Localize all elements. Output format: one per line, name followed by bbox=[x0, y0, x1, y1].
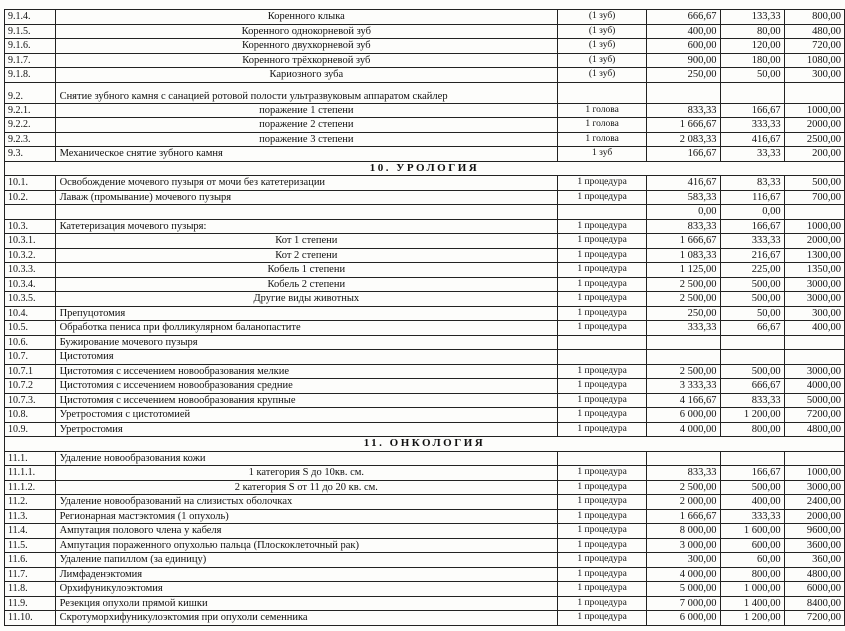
price-total-cell: 2000,00 bbox=[784, 118, 844, 133]
vat-amount-cell: 333,33 bbox=[720, 118, 784, 133]
vat-amount-cell: 500,00 bbox=[720, 277, 784, 292]
unit-cell: 1 процедура bbox=[558, 422, 647, 437]
item-code-cell: 10.3.3. bbox=[5, 263, 56, 278]
table-row bbox=[5, 82, 845, 103]
item-code-cell: 10.5. bbox=[5, 321, 56, 336]
table-row bbox=[5, 219, 845, 234]
price-without-vat-cell: 666,67 bbox=[647, 10, 720, 25]
price-total-cell: 300,00 bbox=[784, 68, 844, 83]
service-name-cell: Орхифуникулоэктомия bbox=[55, 582, 558, 597]
unit-cell bbox=[558, 82, 647, 103]
item-code-cell: 10.3.5. bbox=[5, 292, 56, 307]
vat-amount-cell: 416,67 bbox=[720, 132, 784, 147]
unit-cell: 1 зуб bbox=[558, 147, 647, 162]
item-code-cell: 11.5. bbox=[5, 538, 56, 553]
table-row bbox=[5, 509, 845, 524]
price-without-vat-cell: 7 000,00 bbox=[647, 596, 720, 611]
price-without-vat-cell: 1 666,67 bbox=[647, 118, 720, 133]
unit-cell: 1 процедура bbox=[558, 190, 647, 205]
service-name-cell: Лимфаденэктомия bbox=[55, 567, 558, 582]
vat-amount-cell: 333,33 bbox=[720, 509, 784, 524]
service-name-cell: Снятие зубного камня с санацией ротовой полости ультразвуковым аппаратом скайлер bbox=[55, 82, 558, 103]
price-total-cell: 1000,00 bbox=[784, 219, 844, 234]
price-total-cell: 1000,00 bbox=[784, 466, 844, 481]
item-code-cell: 9.2.2. bbox=[5, 118, 56, 133]
service-name-cell: Кот 1 степени bbox=[55, 234, 558, 249]
unit-cell: 1 процедура bbox=[558, 292, 647, 307]
price-total-cell: 480,00 bbox=[784, 24, 844, 39]
unit-cell: 1 процедура bbox=[558, 321, 647, 336]
price-total-cell: 8400,00 bbox=[784, 596, 844, 611]
price-total-cell: 5000,00 bbox=[784, 393, 844, 408]
vat-amount-cell: 333,33 bbox=[720, 234, 784, 249]
item-code-cell: 9.1.5. bbox=[5, 24, 56, 39]
service-name-cell: Удаление папиллом (за единицу) bbox=[55, 553, 558, 568]
unit-cell: 1 процедура bbox=[558, 277, 647, 292]
price-total-cell: 200,00 bbox=[784, 147, 844, 162]
service-name-cell: Препуцотомия bbox=[55, 306, 558, 321]
item-code-cell: 10.7.1 bbox=[5, 364, 56, 379]
unit-cell: 1 процедура bbox=[558, 248, 647, 263]
item-code-cell: 10.6. bbox=[5, 335, 56, 350]
price-total-cell: 2400,00 bbox=[784, 495, 844, 510]
unit-cell: 1 процедура bbox=[558, 466, 647, 481]
vat-amount-cell: 1 200,00 bbox=[720, 408, 784, 423]
table-row bbox=[5, 350, 845, 365]
vat-amount-cell: 0,00 bbox=[720, 205, 784, 220]
unit-cell: 1 процедура bbox=[558, 524, 647, 539]
table-row bbox=[5, 451, 845, 466]
item-code-cell: 9.3. bbox=[5, 147, 56, 162]
price-total-cell: 6000,00 bbox=[784, 582, 844, 597]
price-total-cell: 7200,00 bbox=[784, 408, 844, 423]
price-without-vat-cell bbox=[647, 335, 720, 350]
price-without-vat-cell: 2 000,00 bbox=[647, 495, 720, 510]
item-code-cell bbox=[5, 205, 56, 220]
service-name-cell: Коренного трёхкорневой зуб bbox=[55, 53, 558, 68]
service-name-cell: Цистотомия с иссечением новообразования средние bbox=[55, 379, 558, 394]
price-without-vat-cell: 2 083,33 bbox=[647, 132, 720, 147]
service-name-cell: Резекция опухоли прямой кишки bbox=[55, 596, 558, 611]
price-total-cell: 1000,00 bbox=[784, 103, 844, 118]
vat-amount-cell: 180,00 bbox=[720, 53, 784, 68]
table-row bbox=[5, 147, 845, 162]
item-code-cell: 9.1.6. bbox=[5, 39, 56, 54]
unit-cell: 1 процедура bbox=[558, 495, 647, 510]
table-row bbox=[5, 248, 845, 263]
price-without-vat-cell: 2 500,00 bbox=[647, 364, 720, 379]
service-name-cell: Коренного клыка bbox=[55, 10, 558, 25]
price-without-vat-cell: 4 000,00 bbox=[647, 567, 720, 582]
price-total-cell: 500,00 bbox=[784, 176, 844, 191]
item-code-cell: 11.1.1. bbox=[5, 466, 56, 481]
unit-cell: 1 голова bbox=[558, 118, 647, 133]
vat-amount-cell: 800,00 bbox=[720, 567, 784, 582]
section-title: 10. УРОЛОГИЯ bbox=[5, 161, 845, 176]
price-without-vat-cell: 250,00 bbox=[647, 68, 720, 83]
price-without-vat-cell: 4 000,00 bbox=[647, 422, 720, 437]
item-code-cell: 10.7. bbox=[5, 350, 56, 365]
service-name-cell: Обработка пениса при фолликулярном баланопастите bbox=[55, 321, 558, 336]
unit-cell: 1 процедура bbox=[558, 567, 647, 582]
item-code-cell: 9.2. bbox=[5, 82, 56, 103]
table-row bbox=[5, 538, 845, 553]
service-name-cell: Кариозного зуба bbox=[55, 68, 558, 83]
service-name-cell: Регионарная мастэктомия (1 опухоль) bbox=[55, 509, 558, 524]
service-name-cell: Цистотомия с иссечением новообразования мелкие bbox=[55, 364, 558, 379]
item-code-cell: 11.1.2. bbox=[5, 480, 56, 495]
item-code-cell: 11.3. bbox=[5, 509, 56, 524]
table-row bbox=[5, 553, 845, 568]
table-row bbox=[5, 292, 845, 307]
price-without-vat-cell: 400,00 bbox=[647, 24, 720, 39]
unit-cell bbox=[558, 335, 647, 350]
table-row bbox=[5, 68, 845, 83]
price-total-cell: 2500,00 bbox=[784, 132, 844, 147]
unit-cell bbox=[558, 350, 647, 365]
vat-amount-cell: 66,67 bbox=[720, 321, 784, 336]
price-without-vat-cell: 416,67 bbox=[647, 176, 720, 191]
price-without-vat-cell: 3 000,00 bbox=[647, 538, 720, 553]
unit-cell: 1 голова bbox=[558, 103, 647, 118]
price-total-cell: 4800,00 bbox=[784, 422, 844, 437]
price-total-cell: 1350,00 bbox=[784, 263, 844, 278]
table-row bbox=[5, 234, 845, 249]
item-code-cell: 10.3.4. bbox=[5, 277, 56, 292]
vat-amount-cell: 60,00 bbox=[720, 553, 784, 568]
section-header-row bbox=[5, 161, 845, 176]
item-code-cell: 11.2. bbox=[5, 495, 56, 510]
table-row bbox=[5, 364, 845, 379]
price-total-cell: 1300,00 bbox=[784, 248, 844, 263]
service-name-cell: Скротуморхифуникулоэктомия при опухоли семенника bbox=[55, 611, 558, 626]
service-name-cell: Другие виды животных bbox=[55, 292, 558, 307]
price-total-cell bbox=[784, 205, 844, 220]
item-code-cell: 10.3.2. bbox=[5, 248, 56, 263]
price-table bbox=[4, 9, 845, 626]
service-name-cell: Ампутация пораженного опухолью пальца (Плоскоклеточный рак) bbox=[55, 538, 558, 553]
table-row bbox=[5, 10, 845, 25]
unit-cell bbox=[558, 205, 647, 220]
price-total-cell bbox=[784, 335, 844, 350]
service-name-cell: Лаваж (промывание) мочевого пузыря bbox=[55, 190, 558, 205]
vat-amount-cell: 216,67 bbox=[720, 248, 784, 263]
service-name-cell: Бужирование мочевого пузыря bbox=[55, 335, 558, 350]
item-code-cell: 10.1. bbox=[5, 176, 56, 191]
price-total-cell: 3000,00 bbox=[784, 277, 844, 292]
unit-cell: 1 процедура bbox=[558, 408, 647, 423]
table-row bbox=[5, 263, 845, 278]
price-without-vat-cell bbox=[647, 451, 720, 466]
service-name-cell: Удаление новообразования кожи bbox=[55, 451, 558, 466]
vat-amount-cell: 1 400,00 bbox=[720, 596, 784, 611]
vat-amount-cell bbox=[720, 335, 784, 350]
price-without-vat-cell: 8 000,00 bbox=[647, 524, 720, 539]
service-name-cell: 1 категория S до 10кв. см. bbox=[55, 466, 558, 481]
price-without-vat-cell bbox=[647, 350, 720, 365]
price-total-cell: 3000,00 bbox=[784, 480, 844, 495]
unit-cell: (1 зуб) bbox=[558, 53, 647, 68]
price-total-cell: 3000,00 bbox=[784, 364, 844, 379]
unit-cell: 1 процедура bbox=[558, 582, 647, 597]
table-row bbox=[5, 103, 845, 118]
item-code-cell: 11.10. bbox=[5, 611, 56, 626]
price-without-vat-cell: 250,00 bbox=[647, 306, 720, 321]
price-without-vat-cell: 1 083,33 bbox=[647, 248, 720, 263]
item-code-cell: 10.8. bbox=[5, 408, 56, 423]
vat-amount-cell: 666,67 bbox=[720, 379, 784, 394]
item-code-cell: 11.6. bbox=[5, 553, 56, 568]
unit-cell: 1 процедура bbox=[558, 480, 647, 495]
table-row bbox=[5, 39, 845, 54]
price-without-vat-cell: 900,00 bbox=[647, 53, 720, 68]
item-code-cell: 11.4. bbox=[5, 524, 56, 539]
table-row bbox=[5, 53, 845, 68]
vat-amount-cell: 33,33 bbox=[720, 147, 784, 162]
service-name-cell: поражение 1 степени bbox=[55, 103, 558, 118]
table-row bbox=[5, 524, 845, 539]
price-total-cell: 2000,00 bbox=[784, 509, 844, 524]
price-total-cell: 4800,00 bbox=[784, 567, 844, 582]
price-without-vat-cell: 300,00 bbox=[647, 553, 720, 568]
vat-amount-cell: 120,00 bbox=[720, 39, 784, 54]
table-row bbox=[5, 176, 845, 191]
price-without-vat-cell: 333,33 bbox=[647, 321, 720, 336]
vat-amount-cell: 225,00 bbox=[720, 263, 784, 278]
unit-cell: (1 зуб) bbox=[558, 24, 647, 39]
price-total-cell: 1080,00 bbox=[784, 53, 844, 68]
service-name-cell: Освобождение мочевого пузыря от мочи без катетеризации bbox=[55, 176, 558, 191]
table-row bbox=[5, 132, 845, 147]
price-without-vat-cell: 0,00 bbox=[647, 205, 720, 220]
item-code-cell: 9.2.1. bbox=[5, 103, 56, 118]
price-without-vat-cell: 1 666,67 bbox=[647, 234, 720, 249]
table-row bbox=[5, 582, 845, 597]
price-without-vat-cell: 2 500,00 bbox=[647, 277, 720, 292]
unit-cell: 1 голова bbox=[558, 132, 647, 147]
price-without-vat-cell: 833,33 bbox=[647, 219, 720, 234]
service-name-cell: 2 категория S от 11 до 20 кв. см. bbox=[55, 480, 558, 495]
service-name-cell: Коренного однокорневой зуб bbox=[55, 24, 558, 39]
service-name-cell bbox=[55, 205, 558, 220]
price-total-cell: 3000,00 bbox=[784, 292, 844, 307]
vat-amount-cell: 500,00 bbox=[720, 480, 784, 495]
vat-amount-cell: 83,33 bbox=[720, 176, 784, 191]
service-name-cell: Механическое снятие зубного камня bbox=[55, 147, 558, 162]
price-without-vat-cell: 3 333,33 bbox=[647, 379, 720, 394]
vat-amount-cell: 600,00 bbox=[720, 538, 784, 553]
vat-amount-cell: 500,00 bbox=[720, 364, 784, 379]
unit-cell: 1 процедура bbox=[558, 306, 647, 321]
service-name-cell: Кобель 2 степени bbox=[55, 277, 558, 292]
vat-amount-cell: 500,00 bbox=[720, 292, 784, 307]
item-code-cell: 10.3. bbox=[5, 219, 56, 234]
unit-cell: (1 зуб) bbox=[558, 68, 647, 83]
service-name-cell: Уретростомия bbox=[55, 422, 558, 437]
table-row bbox=[5, 393, 845, 408]
price-total-cell: 4000,00 bbox=[784, 379, 844, 394]
price-without-vat-cell: 1 125,00 bbox=[647, 263, 720, 278]
unit-cell: 1 процедура bbox=[558, 611, 647, 626]
service-name-cell: Катетеризация мочевого пузыря: bbox=[55, 219, 558, 234]
price-without-vat-cell: 5 000,00 bbox=[647, 582, 720, 597]
table-row bbox=[5, 567, 845, 582]
service-name-cell: Уретростомия с цистотомией bbox=[55, 408, 558, 423]
service-name-cell: поражение 3 степени bbox=[55, 132, 558, 147]
unit-cell: 1 процедура bbox=[558, 393, 647, 408]
vat-amount-cell: 1 200,00 bbox=[720, 611, 784, 626]
price-without-vat-cell: 1 666,67 bbox=[647, 509, 720, 524]
price-total-cell: 400,00 bbox=[784, 321, 844, 336]
price-without-vat-cell: 833,33 bbox=[647, 466, 720, 481]
price-without-vat-cell: 583,33 bbox=[647, 190, 720, 205]
item-code-cell: 9.1.7. bbox=[5, 53, 56, 68]
unit-cell: 1 процедура bbox=[558, 596, 647, 611]
price-without-vat-cell: 166,67 bbox=[647, 147, 720, 162]
price-without-vat-cell: 6 000,00 bbox=[647, 408, 720, 423]
table-row bbox=[5, 466, 845, 481]
item-code-cell: 11.8. bbox=[5, 582, 56, 597]
item-code-cell: 9.1.8. bbox=[5, 68, 56, 83]
table-row bbox=[5, 24, 845, 39]
vat-amount-cell: 400,00 bbox=[720, 495, 784, 510]
vat-amount-cell: 133,33 bbox=[720, 10, 784, 25]
item-code-cell: 10.4. bbox=[5, 306, 56, 321]
table-row bbox=[5, 379, 845, 394]
vat-amount-cell: 1 600,00 bbox=[720, 524, 784, 539]
table-row bbox=[5, 190, 845, 205]
table-row bbox=[5, 306, 845, 321]
price-without-vat-cell: 6 000,00 bbox=[647, 611, 720, 626]
vat-amount-cell: 166,67 bbox=[720, 219, 784, 234]
unit-cell: 1 процедура bbox=[558, 538, 647, 553]
service-name-cell: Удаление новообразований на слизистых оболочках bbox=[55, 495, 558, 510]
section-title: 11. ОНКОЛОГИЯ bbox=[5, 437, 845, 452]
price-without-vat-cell: 4 166,67 bbox=[647, 393, 720, 408]
vat-amount-cell: 800,00 bbox=[720, 422, 784, 437]
table-row bbox=[5, 408, 845, 423]
price-total-cell: 300,00 bbox=[784, 306, 844, 321]
unit-cell: (1 зуб) bbox=[558, 39, 647, 54]
table-row bbox=[5, 480, 845, 495]
price-without-vat-cell: 2 500,00 bbox=[647, 292, 720, 307]
price-without-vat-cell: 2 500,00 bbox=[647, 480, 720, 495]
item-code-cell: 9.1.4. bbox=[5, 10, 56, 25]
item-code-cell: 10.2. bbox=[5, 190, 56, 205]
unit-cell: 1 процедура bbox=[558, 509, 647, 524]
item-code-cell: 10.9. bbox=[5, 422, 56, 437]
vat-amount-cell: 166,67 bbox=[720, 103, 784, 118]
vat-amount-cell: 166,67 bbox=[720, 466, 784, 481]
item-code-cell: 11.7. bbox=[5, 567, 56, 582]
unit-cell: 1 процедура bbox=[558, 234, 647, 249]
table-row bbox=[5, 611, 845, 626]
vat-amount-cell: 833,33 bbox=[720, 393, 784, 408]
section-header-row bbox=[5, 437, 845, 452]
vat-amount-cell: 116,67 bbox=[720, 190, 784, 205]
price-total-cell bbox=[784, 451, 844, 466]
price-total-cell bbox=[784, 82, 844, 103]
table-row bbox=[5, 335, 845, 350]
price-total-cell: 9600,00 bbox=[784, 524, 844, 539]
unit-cell: 1 процедура bbox=[558, 176, 647, 191]
price-total-cell: 720,00 bbox=[784, 39, 844, 54]
table-row bbox=[5, 118, 845, 133]
service-name-cell: Цистотомия с иссечением новообразования крупные bbox=[55, 393, 558, 408]
item-code-cell: 11.9. bbox=[5, 596, 56, 611]
service-name-cell: Ампутация полового члена у кабеля bbox=[55, 524, 558, 539]
vat-amount-cell bbox=[720, 350, 784, 365]
table-row bbox=[5, 205, 845, 220]
table-row bbox=[5, 277, 845, 292]
price-table-body bbox=[5, 10, 845, 626]
unit-cell: 1 процедура bbox=[558, 219, 647, 234]
service-name-cell: Коренного двухкорневой зуб bbox=[55, 39, 558, 54]
vat-amount-cell bbox=[720, 82, 784, 103]
item-code-cell: 10.7.3. bbox=[5, 393, 56, 408]
vat-amount-cell: 1 000,00 bbox=[720, 582, 784, 597]
vat-amount-cell bbox=[720, 451, 784, 466]
unit-cell: 1 процедура bbox=[558, 364, 647, 379]
service-name-cell: Кобель 1 степени bbox=[55, 263, 558, 278]
table-row bbox=[5, 596, 845, 611]
item-code-cell: 10.7.2 bbox=[5, 379, 56, 394]
item-code-cell: 10.3.1. bbox=[5, 234, 56, 249]
service-name-cell: Кот 2 степени bbox=[55, 248, 558, 263]
vat-amount-cell: 50,00 bbox=[720, 68, 784, 83]
price-total-cell: 3600,00 bbox=[784, 538, 844, 553]
table-row bbox=[5, 321, 845, 336]
price-total-cell: 800,00 bbox=[784, 10, 844, 25]
unit-cell: 1 процедура bbox=[558, 263, 647, 278]
price-total-cell bbox=[784, 350, 844, 365]
table-row bbox=[5, 422, 845, 437]
service-name-cell: поражение 2 степени bbox=[55, 118, 558, 133]
price-total-cell: 360,00 bbox=[784, 553, 844, 568]
vat-amount-cell: 50,00 bbox=[720, 306, 784, 321]
unit-cell bbox=[558, 451, 647, 466]
unit-cell: 1 процедура bbox=[558, 379, 647, 394]
table-row bbox=[5, 495, 845, 510]
item-code-cell: 11.1. bbox=[5, 451, 56, 466]
unit-cell: (1 зуб) bbox=[558, 10, 647, 25]
price-without-vat-cell: 833,33 bbox=[647, 103, 720, 118]
price-total-cell: 700,00 bbox=[784, 190, 844, 205]
unit-cell: 1 процедура bbox=[558, 553, 647, 568]
vat-amount-cell: 80,00 bbox=[720, 24, 784, 39]
price-total-cell: 7200,00 bbox=[784, 611, 844, 626]
price-without-vat-cell bbox=[647, 82, 720, 103]
item-code-cell: 9.2.3. bbox=[5, 132, 56, 147]
price-total-cell: 2000,00 bbox=[784, 234, 844, 249]
price-without-vat-cell: 600,00 bbox=[647, 39, 720, 54]
service-name-cell: Цистотомия bbox=[55, 350, 558, 365]
